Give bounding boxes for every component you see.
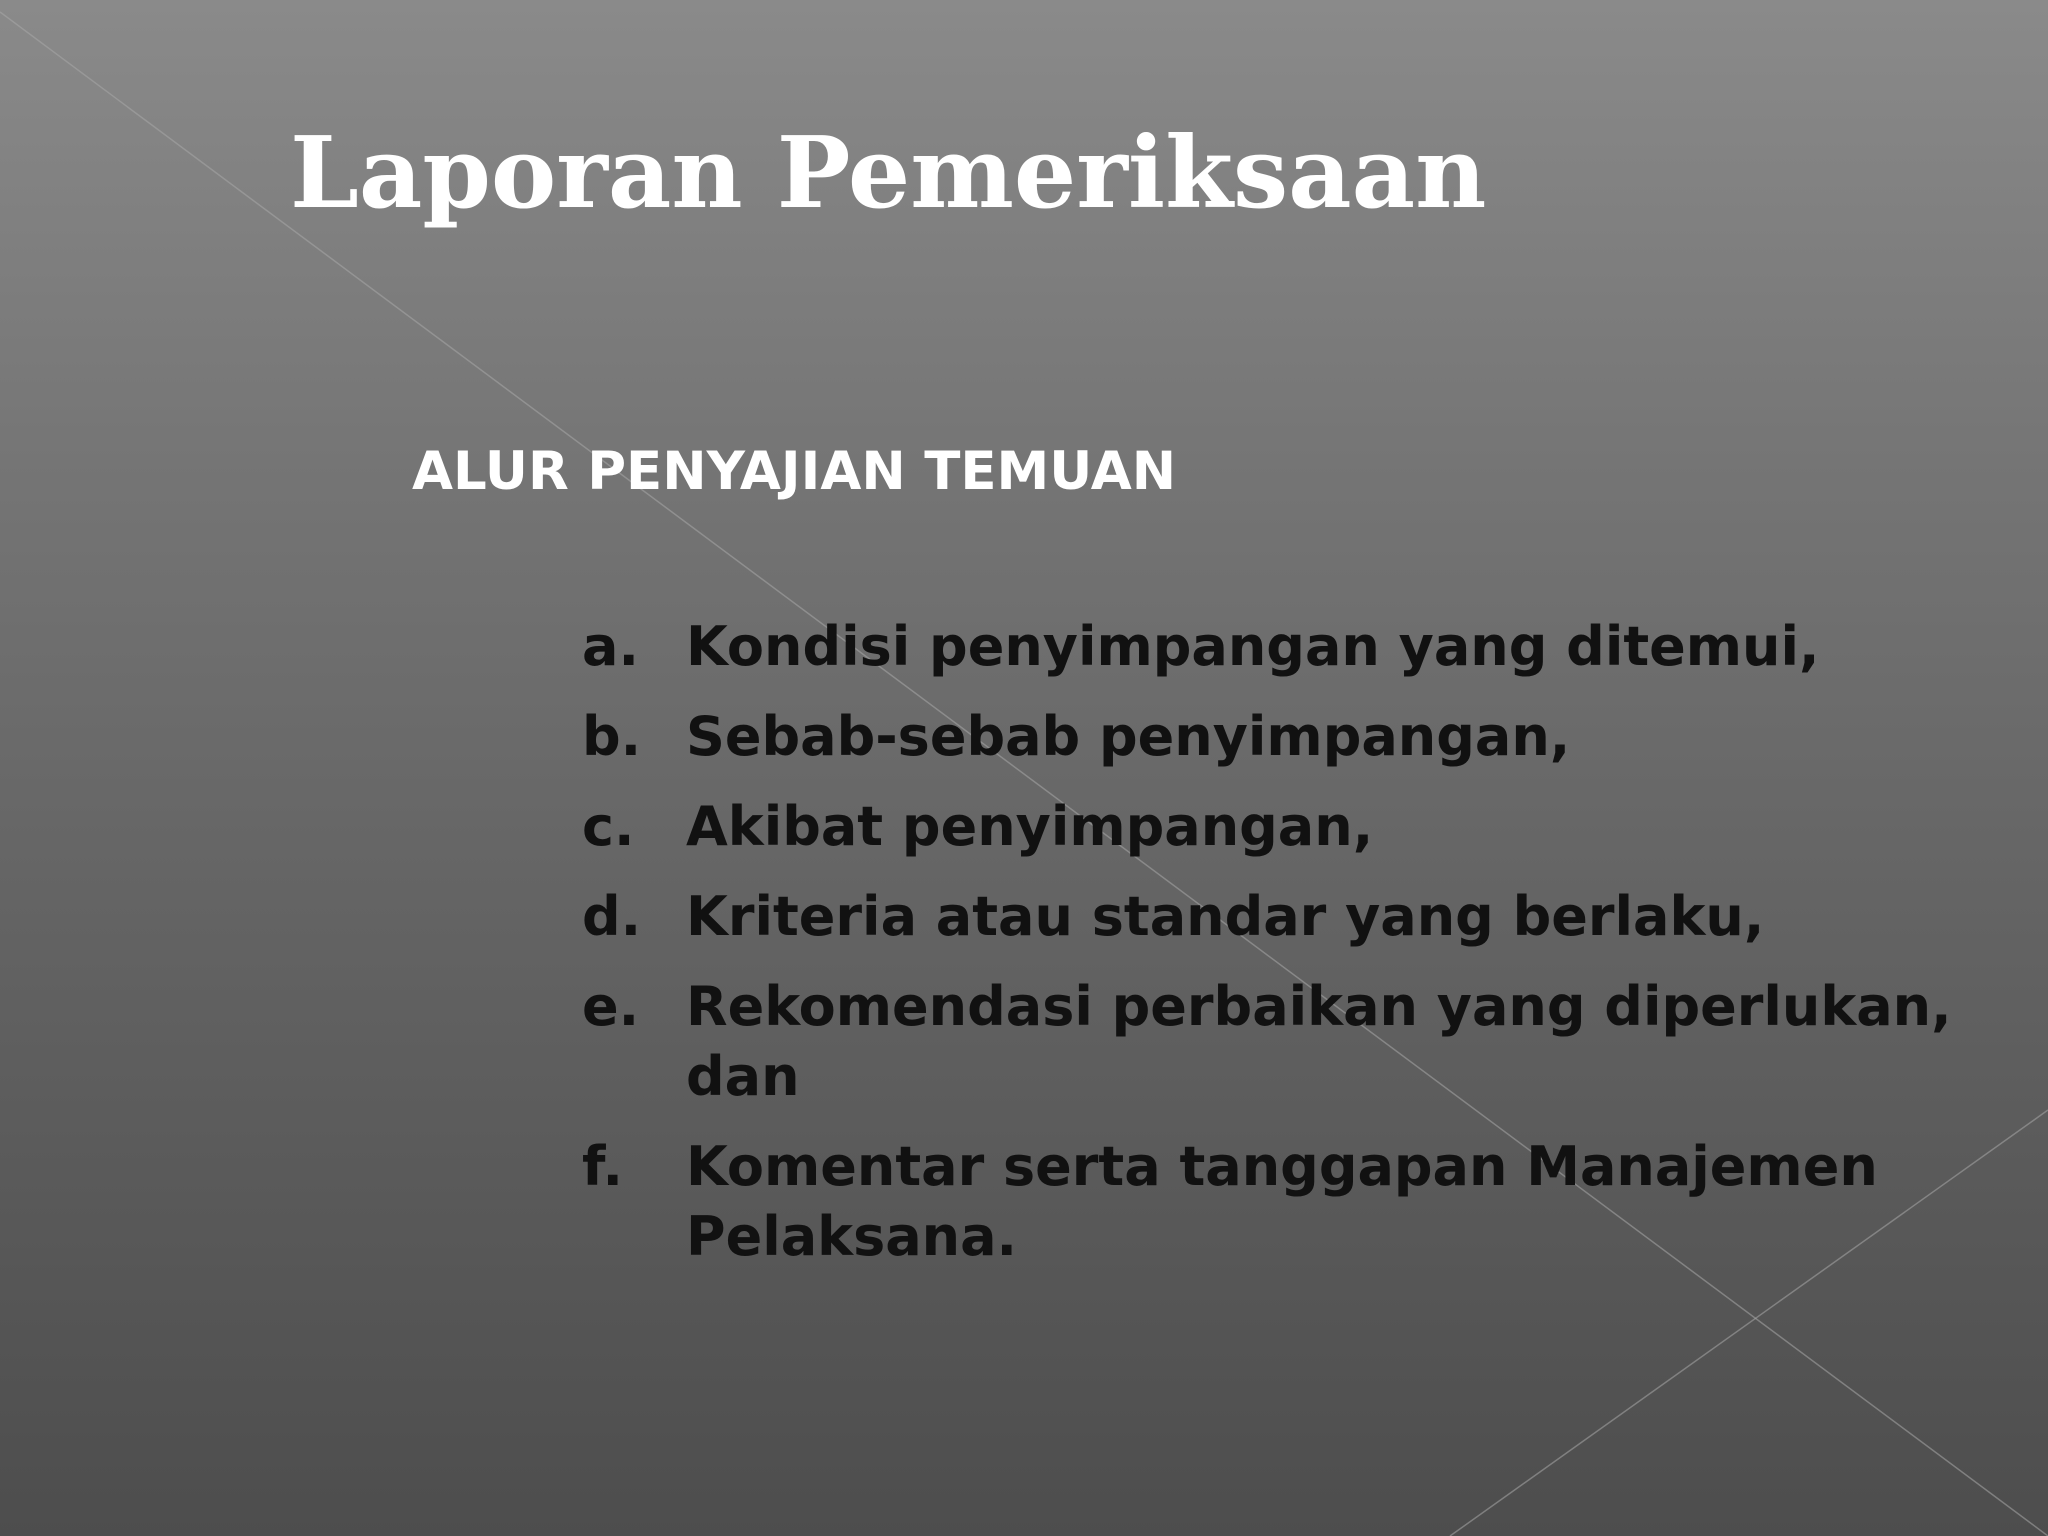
list-item-text: Sebab-sebab penyimpangan, — [686, 705, 1571, 768]
list-item — [582, 1132, 2002, 1272]
list-item — [582, 702, 2002, 772]
list-marker: b. — [582, 705, 642, 768]
list-item-text: Komentar serta tanggapan Manajemen Pelaksana. — [686, 1135, 1878, 1268]
list-marker: e. — [582, 975, 640, 1038]
list-item-text: Kriteria atau standar yang berlaku, — [686, 885, 1765, 948]
section-heading: ALUR PENYAJIAN TEMUAN — [412, 441, 1177, 502]
list-item — [582, 882, 2002, 952]
list-item — [582, 972, 2002, 1112]
list-item-text: Rekomendasi perbaikan yang diperlukan, dan — [686, 975, 1952, 1108]
list-marker: d. — [582, 885, 642, 948]
list-marker: f. — [582, 1135, 624, 1198]
findings-list — [582, 612, 2002, 1292]
list-item — [582, 792, 2002, 862]
slide-title: Laporan Pemeriksaan — [290, 116, 1487, 231]
list-item — [582, 612, 2002, 682]
list-item-text: Kondisi penyimpangan yang ditemui, — [686, 615, 1820, 678]
list-item-text: Akibat penyimpangan, — [686, 795, 1374, 858]
list-marker: c. — [582, 795, 635, 858]
list-marker: a. — [582, 615, 639, 678]
